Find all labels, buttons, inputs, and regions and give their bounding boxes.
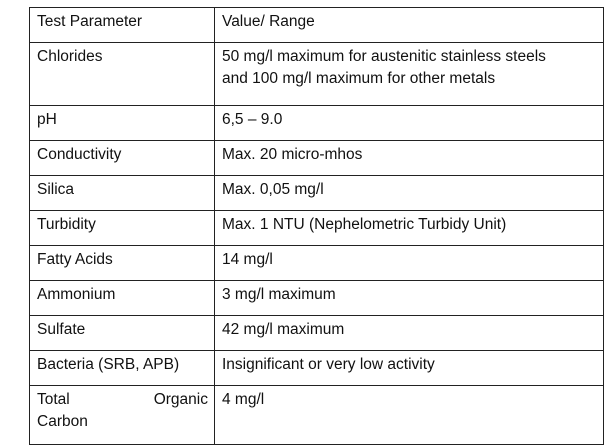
value-cell: Insignificant or very low activity — [215, 351, 604, 386]
value-cell: Max. 20 micro-mhos — [215, 141, 604, 176]
value-cell: Max. 0,05 mg/l — [215, 176, 604, 211]
parameter-line: Carbon — [37, 413, 88, 430]
parameter-cell: Conductivity — [30, 141, 215, 176]
parameter-cell: Sulfate — [30, 316, 215, 351]
column-header-parameter: Test Parameter — [30, 8, 215, 43]
value-line: 50 mg/l maximum for austenitic stainless steels — [222, 48, 546, 65]
value-cell: 14 mg/l — [215, 246, 604, 281]
value-line: and 100 mg/l maximum for other metals — [222, 70, 496, 87]
parameter-cell: Fatty Acids — [30, 246, 215, 281]
table-row — [30, 141, 604, 176]
table-row — [30, 211, 604, 246]
parameter-line: Total Organic — [37, 391, 208, 408]
table-row — [30, 106, 604, 141]
table-row — [30, 281, 604, 316]
parameter-cell: Ammonium — [30, 281, 215, 316]
value-cell: 42 mg/l maximum — [215, 316, 604, 351]
table-row — [30, 316, 604, 351]
value-cell — [215, 43, 604, 106]
value-cell: 3 mg/l maximum — [215, 281, 604, 316]
value-cell: 6,5 – 9.0 — [215, 106, 604, 141]
parameter-cell: Bacteria (SRB, APB) — [30, 351, 215, 386]
table-header-row — [30, 8, 604, 43]
column-header-value: Value/ Range — [215, 8, 604, 43]
table-row — [30, 176, 604, 211]
table-row — [30, 246, 604, 281]
table-row — [30, 43, 604, 106]
table-row — [30, 386, 604, 445]
value-cell: Max. 1 NTU (Nephelometric Turbidy Unit) — [215, 211, 604, 246]
parameter-cell: Chlorides — [30, 43, 215, 106]
table-row — [30, 351, 604, 386]
water-quality-table — [29, 7, 604, 445]
parameter-cell: Silica — [30, 176, 215, 211]
value-cell: 4 mg/l — [215, 386, 604, 445]
parameter-cell — [30, 386, 215, 445]
parameter-cell: Turbidity — [30, 211, 215, 246]
parameter-cell: pH — [30, 106, 215, 141]
